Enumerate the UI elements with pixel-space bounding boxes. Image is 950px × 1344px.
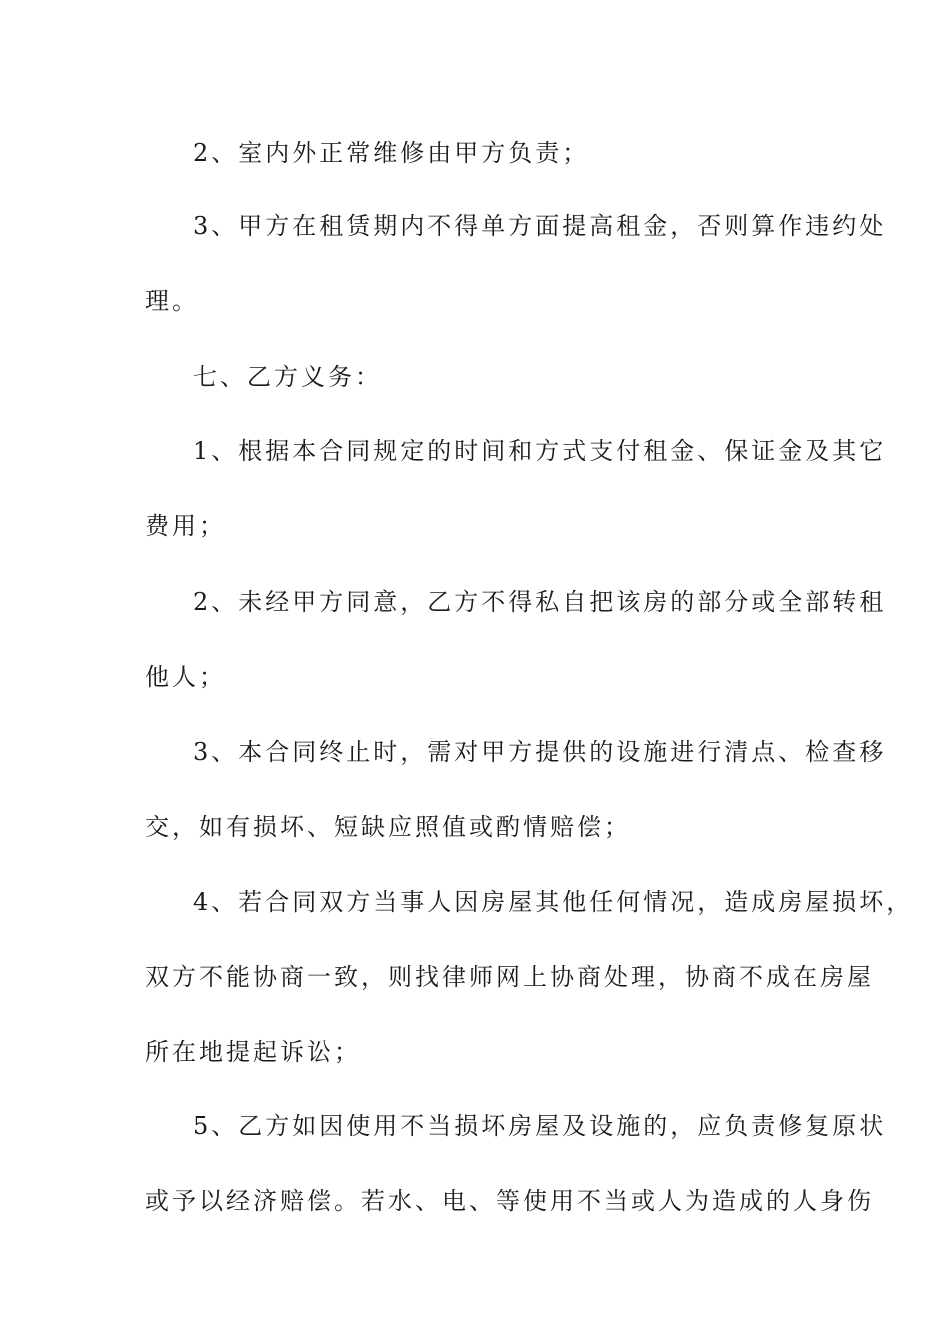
paragraph-line: 2、未经甲方同意，乙方不得私自把该房的部分或全部转租 [193, 588, 887, 616]
paragraph-line: 5、乙方如因使用不当损坏房屋及设施的，应负责修复原状 [193, 1112, 887, 1140]
section-heading: 七、乙方义务： [193, 363, 382, 391]
paragraph-line: 4、若合同双方当事人因房屋其他任何情况，造成房屋损坏， [193, 888, 914, 916]
paragraph-line: 费用； [145, 512, 226, 540]
paragraph-line: 所在地提起诉讼； [145, 1038, 361, 1066]
paragraph-line: 2、室内外正常维修由甲方负责； [193, 139, 590, 167]
paragraph-line: 交，如有损坏、短缺应照值或酌情赔偿； [145, 813, 631, 841]
paragraph-line: 理。 [145, 287, 199, 315]
paragraph-line: 1、根据本合同规定的时间和方式支付租金、保证金及其它 [193, 437, 887, 465]
paragraph-line: 双方不能协商一致，则找律师网上协商处理，协商不成在房屋 [145, 963, 874, 991]
paragraph-line: 或予以经济赔偿。若水、电、等使用不当或人为造成的人身伤 [145, 1187, 874, 1215]
paragraph-line: 3、甲方在租赁期内不得单方面提高租金，否则算作违约处 [193, 212, 887, 240]
paragraph-line: 3、本合同终止时，需对甲方提供的设施进行清点、检查移 [193, 738, 887, 766]
paragraph-line: 他人； [145, 663, 226, 691]
